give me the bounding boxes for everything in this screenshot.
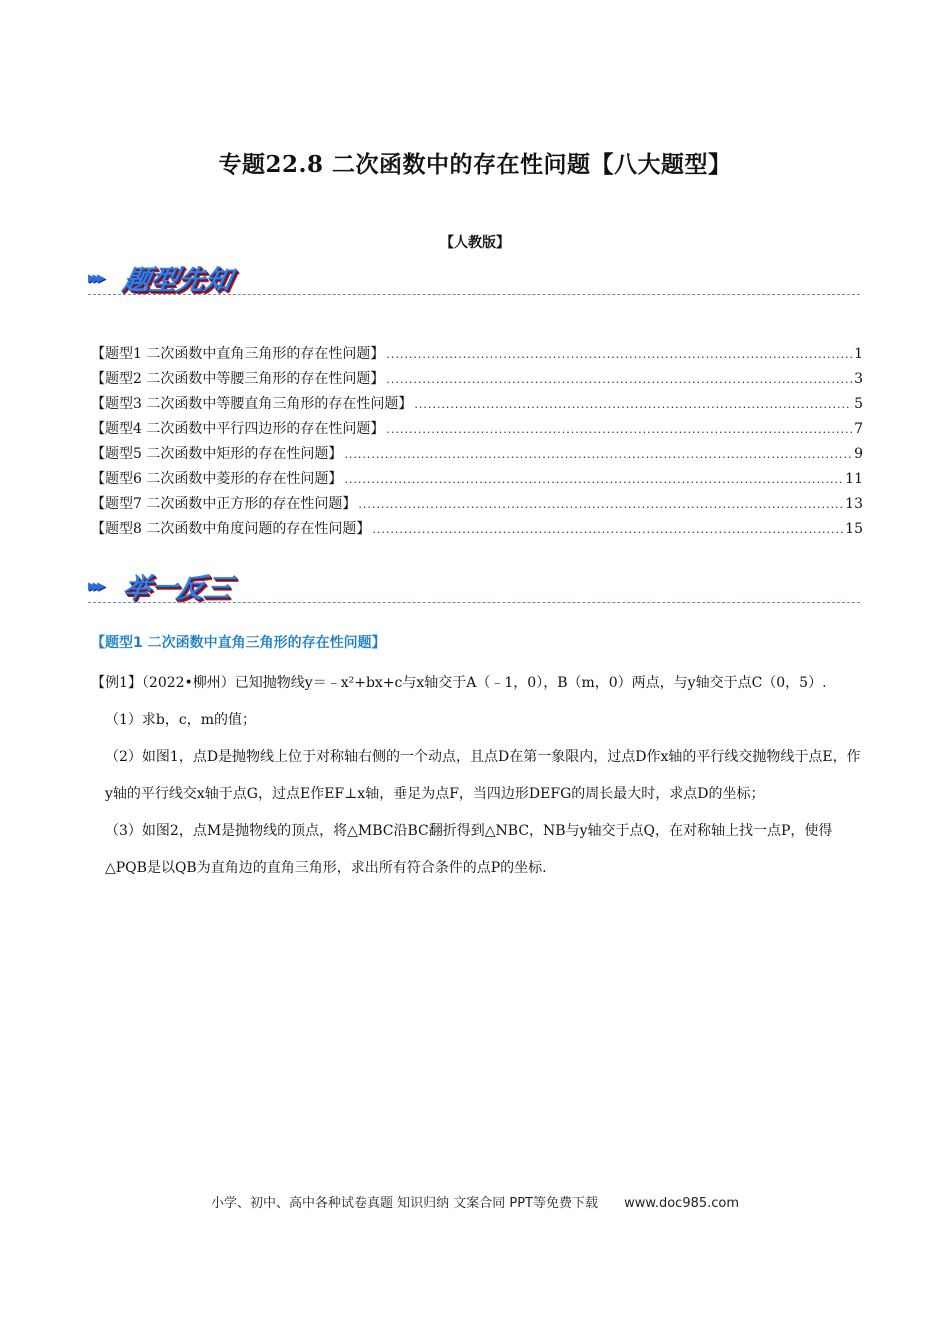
toc-item-page: 13 (845, 496, 863, 512)
page-title: 专题22.8 二次函数中的存在性问题【八大题型】 (218, 151, 732, 178)
toc-item-label: 【题型7 二次函数中正方形的存在性问题】 (91, 496, 357, 512)
toc-leader (386, 348, 852, 361)
toc-leader (386, 423, 852, 436)
toc-item-page: 1 (854, 346, 863, 362)
toc-item-page: 3 (854, 371, 863, 387)
toc-item[interactable] (91, 418, 863, 443)
toc-item[interactable] (91, 518, 863, 543)
problem-part-3: （3）如图2，点M是抛物线的顶点，将△MBC沿BC翻折得到△NBC，NB与y轴交于点Q，在对称轴上找一点P，使得△PQB是以QB为直角边的直角三角形，求出所有符合条件的点P的坐标. (105, 823, 833, 876)
page-footer (0, 1192, 950, 1211)
toc-item-label: 【题型6 二次函数中菱形的存在性问题】 (91, 471, 343, 487)
banner-question-types (88, 258, 868, 298)
toc-item[interactable] (91, 468, 863, 493)
toc-item[interactable] (91, 443, 863, 468)
banner-title: 举一反三 (120, 573, 235, 604)
toc-item-page: 9 (854, 446, 863, 462)
toc-leader (344, 448, 852, 461)
divider (88, 602, 860, 603)
toc-leader (358, 498, 843, 511)
table-of-contents (91, 343, 863, 543)
toc-item-label: 【题型3 二次函数中等腰直角三角形的存在性问题】 (91, 396, 413, 412)
toc-item-label: 【题型1 二次函数中直角三角形的存在性问题】 (91, 346, 385, 362)
toc-leader (386, 373, 852, 386)
edition-label: 【人教版】 (440, 235, 510, 251)
problem-intro: 【例1】（2022•柳州）已知抛物线y＝﹣x²+bx+c与x轴交于A（﹣1，0），B（m，0）两点，与y轴交于点C（0，5）. (91, 675, 827, 691)
example-problem (91, 665, 863, 887)
toc-item[interactable] (91, 343, 863, 368)
toc-item-label: 【题型5 二次函数中矩形的存在性问题】 (91, 446, 343, 462)
toc-item-label: 【题型8 二次函数中角度问题的存在性问题】 (91, 521, 371, 537)
banner-arrows-icon: ▸▸▸ (88, 268, 102, 288)
toc-item-label: 【题型4 二次函数中平行四边形的存在性问题】 (91, 421, 385, 437)
toc-leader (414, 398, 852, 411)
toc-item[interactable] (91, 393, 863, 418)
footer-text: 小学、初中、高中各种试卷真题 知识归纳 文案合同 PPT等免费下载 (210, 1196, 598, 1211)
toc-item[interactable] (91, 368, 863, 393)
toc-item-page: 5 (854, 396, 863, 412)
toc-leader (344, 473, 843, 486)
banner-title: 题型先知 (120, 265, 235, 296)
problem-part-2: （2）如图1，点D是抛物线上位于对称轴右侧的一个动点，且点D在第一象限内，过点D作x轴的平行线交抛物线于点E，作y轴的平行线交x轴于点G，过点E作EF⊥x轴，垂足为点F，当四边形DEFG的周长最大时，求点D的坐标； (105, 749, 861, 802)
section-heading: 【题型1 二次函数中直角三角形的存在性问题】 (91, 635, 386, 651)
banner-arrows-icon: ▸▸▸ (88, 576, 102, 596)
toc-item-page: 15 (845, 521, 863, 537)
problem-part-1: （1）求b，c，m的值； (105, 712, 256, 728)
banner-practice (88, 566, 868, 606)
toc-item-page: 11 (845, 471, 863, 487)
toc-item-label: 【题型2 二次函数中等腰三角形的存在性问题】 (91, 371, 385, 387)
toc-item[interactable] (91, 493, 863, 518)
divider (88, 294, 860, 295)
toc-item-page: 7 (854, 421, 863, 437)
footer-url[interactable]: www.doc985.com (624, 1196, 740, 1211)
toc-leader (372, 523, 843, 536)
